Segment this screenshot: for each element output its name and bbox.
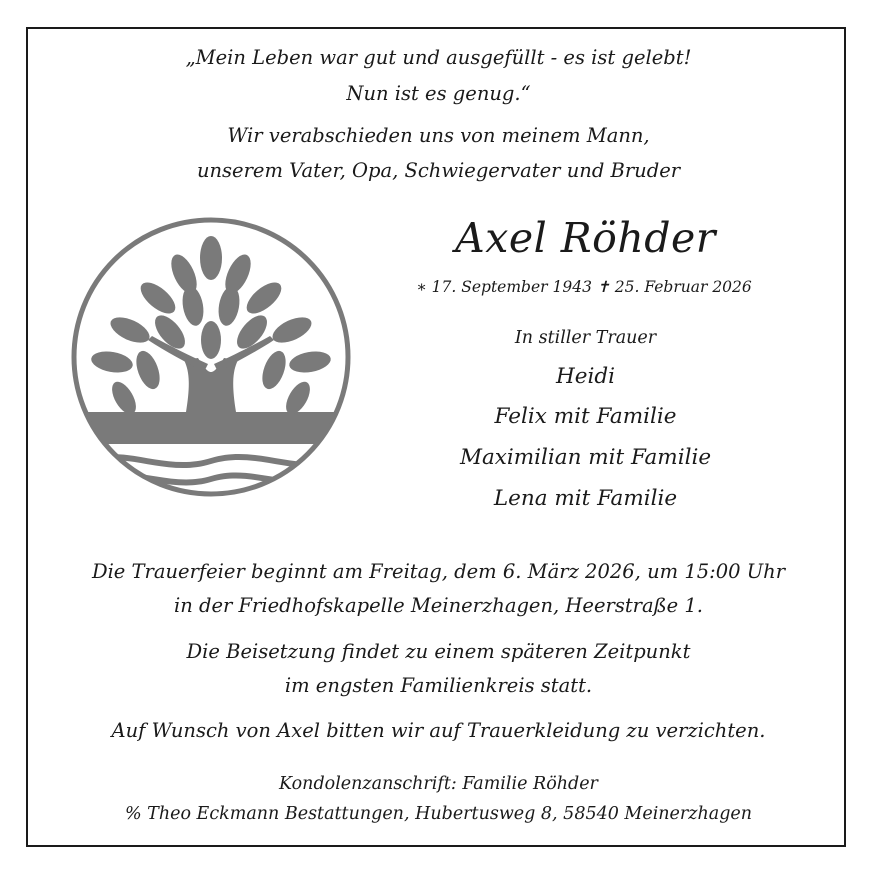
mourning-heading: In stiller Trauer [514, 328, 657, 348]
tree-of-life-icon [66, 212, 356, 502]
ceremony-line-2: in der Friedhofskapelle Meinerzhagen, Heerstraße 1. [173, 594, 703, 617]
intro-line-2: unserem Vater, Opa, Schwiegervater und Bruder [196, 159, 681, 182]
condolence-line-2: % Theo Eckmann Bestattungen, Hubertusweg 8, 58540 Meinerzhagen [124, 804, 753, 824]
burial-line-1: Die Beisetzung findet zu einem späteren Zeitpunkt [186, 640, 691, 663]
burial-line-2: im engsten Familienkreis statt. [284, 674, 593, 697]
condolence-line-1: Kondolenzanschrift: Familie Röhder [279, 774, 598, 794]
life-dates: ∗ 17. September 1943 ✝ 25. Februar 2026 [416, 278, 752, 296]
deceased-name: Axel Röhder [455, 214, 716, 262]
ceremony-line-1: Die Trauerfeier beginnt am Freitag, dem 6. März 2026, um 15:00 Uhr [91, 560, 786, 583]
mourner-name: Heidi [556, 364, 615, 389]
mourner-name: Felix mit Familie [494, 404, 677, 429]
quote-line-2: Nun ist es genug.“ [346, 82, 531, 105]
mourner-name: Maximilian mit Familie [459, 445, 712, 470]
quote-line-1: „Mein Leben war gut und ausgefüllt - es ist gelebt! [185, 46, 692, 69]
intro-line-1: Wir verabschieden uns von meinem Mann, [227, 124, 650, 147]
wish-text: Auf Wunsch von Axel bitten wir auf Trauerkleidung zu verzichten. [111, 719, 766, 742]
mourner-name: Lena mit Familie [493, 486, 678, 511]
